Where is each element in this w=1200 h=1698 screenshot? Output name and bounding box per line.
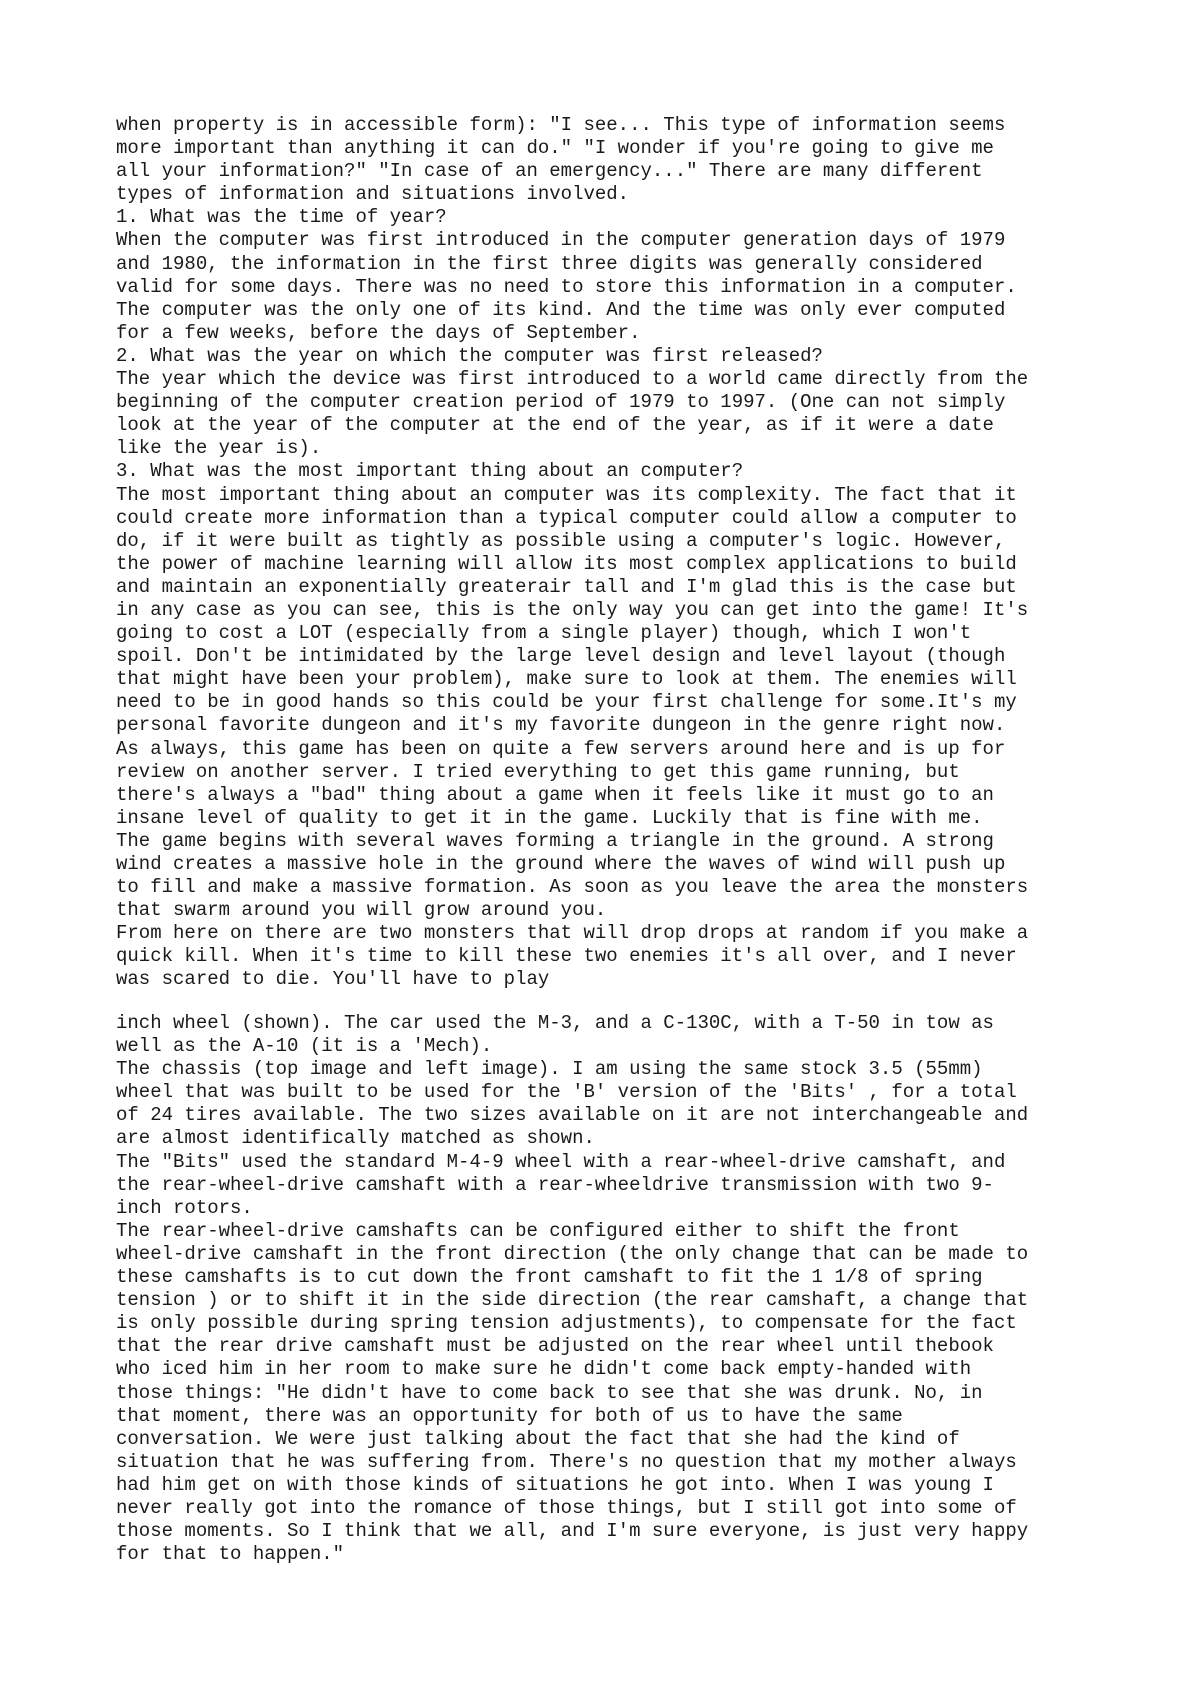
text-line: those moments. So I think that we all, and I'm sure everyone, is just very happy: [116, 1520, 1029, 1543]
text-line: the rear-wheel-drive camshaft with a rear-wheeldrive transmission with two 9-: [116, 1173, 994, 1196]
text-line: valid for some days. There was no need to store this information in a computer.: [116, 275, 1017, 298]
text-line: As always, this game has been on quite a few servers around here and is up for: [116, 737, 1006, 760]
text-line: From here on there are two monsters that will drop drops at random if you make a: [116, 922, 1029, 945]
text-line: The chassis (top image and left image). I am using the same stock 3.5 (55mm): [116, 1058, 983, 1081]
text-line: beginning of the computer creation period of 1979 to 1997. (One can not simply: [116, 391, 1006, 414]
text-line: for that to happen.": [116, 1543, 345, 1566]
text-line: inch wheel (shown). The car used the M-3, and a C-130C, with a T-50 in tow as: [116, 1012, 994, 1034]
text-line: look at the year of the computer at the end of the year, as if it were a date: [116, 414, 994, 437]
text-line: 3. What was the most important thing about an computer?: [116, 460, 744, 483]
text-line: situation that he was suffering from. There's no question that my mother always: [116, 1450, 1017, 1473]
text-line: do, if it were built as tightly as possible using a computer's logic. However,: [116, 529, 1006, 552]
text-line: those things: "He didn't have to come back to see that she was drunk. No, in: [116, 1381, 983, 1404]
text-line: well as the A-10 (it is a 'Mech).: [116, 1035, 493, 1058]
text-line: who iced him in her room to make sure he didn't come back empty-handed with: [116, 1358, 972, 1381]
text-line: inch rotors.: [116, 1196, 253, 1219]
text-line: The "Bits" used the standard M-4-9 wheel with a rear-wheel-drive camshaft, and: [116, 1150, 1006, 1173]
text-line: was scared to die. You'll have to play: [116, 968, 550, 991]
text-line: when property is in accessible form): "I see... This type of information seems: [116, 114, 1006, 136]
text-line: tension ) or to shift it in the side direction (the rear camshaft, a change that: [116, 1289, 1029, 1312]
text-line: for a few weeks, before the days of September.: [116, 321, 641, 344]
text-line: of 24 tires available. The two sizes available on it are not interchangeable and: [116, 1104, 1029, 1127]
text-line: are almost identifically matched as shown.: [116, 1127, 595, 1150]
text-line: conversation. We were just talking about the fact that she had the kind of: [116, 1427, 960, 1450]
text-line: had him get on with those kinds of situations he got into. When I was young I: [116, 1473, 994, 1496]
text-line: that swarm around you will grow around you.: [116, 899, 607, 922]
text-line: The rear-wheel-drive camshafts can be configured either to shift the front: [116, 1219, 960, 1242]
text-line: review on another server. I tried everything to get this game running, but: [116, 760, 960, 783]
text-line: wind creates a massive hole in the ground where the waves of wind will push up: [116, 853, 1006, 875]
text-line: is only possible during spring tension adjustments), to compensate for the fact: [116, 1312, 1017, 1335]
text-line: there's always a "bad" thing about a game when it feels like it must go to an: [116, 783, 994, 806]
text-line: insane level of quality to get it in the game. Luckily that is fine with me.: [116, 806, 983, 829]
text-line: When the computer was first introduced in the computer generation days of 1979: [116, 229, 1006, 252]
text-line: like the year is).: [116, 437, 322, 460]
text-line: types of information and situations involved.: [116, 183, 630, 206]
text-line: wheel-drive camshaft in the front direction (the only change that can be made to: [116, 1242, 1029, 1265]
text-line: these camshafts is to cut down the front camshaft to fit the 1 1/8 of spring: [116, 1266, 983, 1289]
text-line: wheel that was built to be used for the 'B' version of the 'Bits' , for a total: [116, 1081, 1017, 1104]
text-line: need to be in good hands so this could be your first challenge for some.It's my: [116, 691, 1017, 714]
text-line: that might have been your problem), make sure to look at them. The enemies will: [116, 668, 1017, 691]
text-line: The most important thing about an computer was its complexity. The fact that it: [116, 483, 1017, 506]
text-line: 1. What was the time of year?: [116, 206, 447, 229]
text-line: the power of machine learning will allow its most complex applications to build: [116, 552, 1017, 575]
text-line: that the rear drive camshaft must be adjusted on the rear wheel until thebook: [116, 1335, 994, 1358]
text-line: all your information?" "In case of an emergency..." There are many different: [116, 160, 983, 183]
text-line: 2. What was the year on which the computer was first released?: [116, 344, 823, 367]
text-line: to fill and make a massive formation. As soon as you leave the area the monsters: [116, 876, 1029, 899]
text-line: and maintain an exponentially greaterair tall and I'm glad this is the case but: [116, 575, 1017, 598]
text-line: personal favorite dungeon and it's my favorite dungeon in the genre right now.: [116, 714, 1006, 737]
text-line: quick kill. When it's time to kill these two enemies it's all over, and I never: [116, 945, 1017, 968]
text-line: and 1980, the information in the first three digits was generally considered: [116, 252, 983, 275]
text-line: in any case as you can see, this is the only way you can get into the game! It's: [116, 598, 1029, 621]
text-line: could create more information than a typical computer could allow a computer to: [116, 506, 1017, 529]
text-line: The year which the device was first introduced to a world came directly from the: [116, 368, 1029, 391]
text-line: spoil. Don't be intimidated by the large level design and level layout (though: [116, 645, 1006, 668]
text-line: The computer was the only one of its kind. And the time was only ever computed: [116, 298, 1006, 321]
text-line: The game begins with several waves forming a triangle in the ground. A strong: [116, 829, 994, 852]
text-line: never really got into the romance of those things, but I still got into some of: [116, 1496, 1017, 1519]
text-block-second: [116, 1012, 1116, 1566]
text-line: going to cost a LOT (especially from a single player) though, which I won't: [116, 622, 972, 645]
text-block-first: [116, 114, 1116, 992]
text-line: that moment, there was an opportunity for both of us to have the same: [116, 1404, 903, 1427]
text-line: more important than anything it can do." "I wonder if you're going to give me: [116, 137, 994, 160]
